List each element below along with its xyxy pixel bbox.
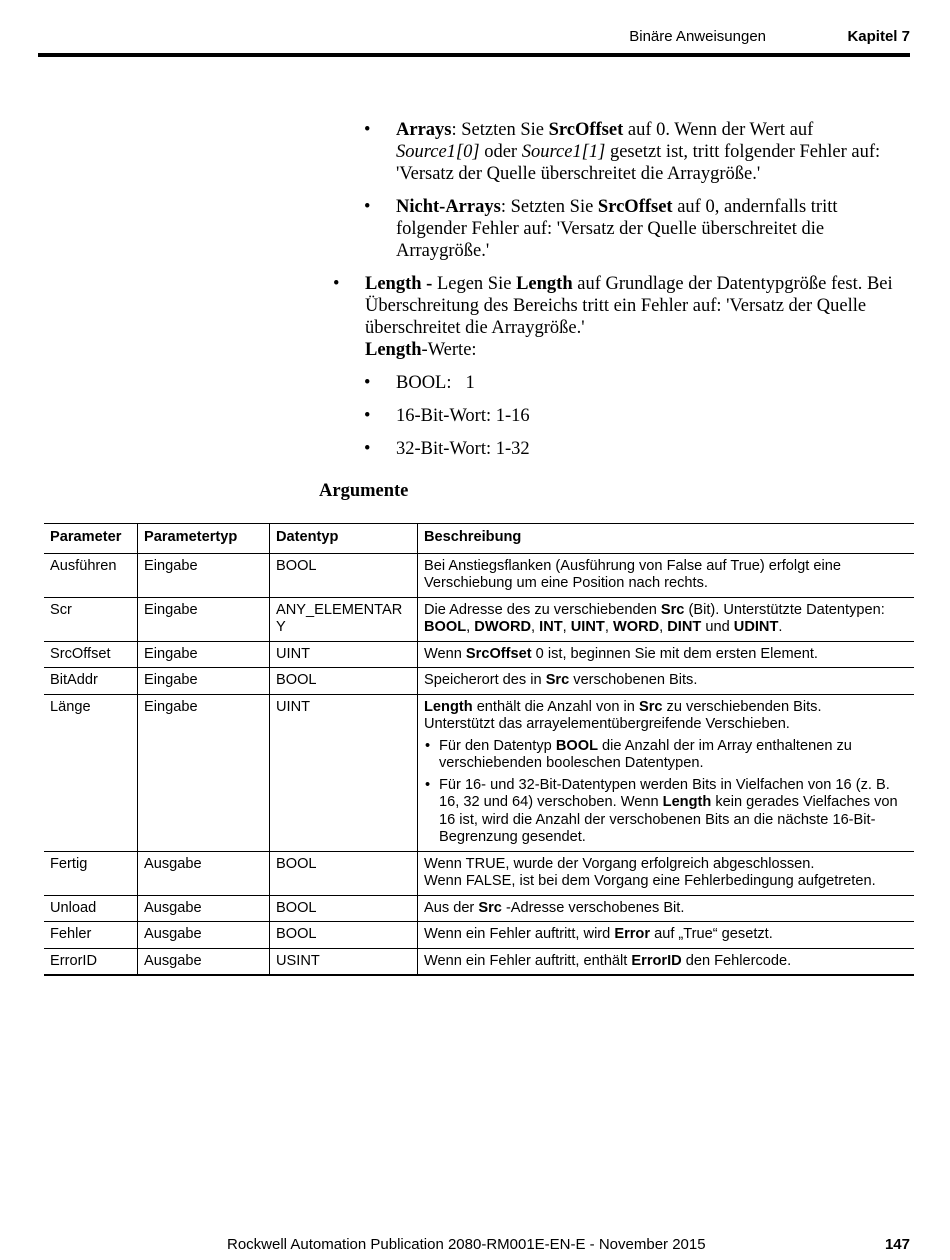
cell-beschreibung: Wenn TRUE, wurde der Vorgang erfolgreich abgeschlossen. Wenn FALSE, ist bei dem Vorgang eine Fehlerbedingung aufgetreten. (418, 851, 915, 895)
header-chapter: Kapitel 7 (847, 28, 910, 45)
table-row (44, 553, 914, 597)
cell-datentyp: BOOL (270, 668, 418, 695)
cell-parameter: Unload (44, 895, 138, 922)
bullet-label: Arrays (396, 120, 452, 140)
cell-parametertyp: Eingabe (138, 553, 270, 597)
cell-parameter: BitAddr (44, 668, 138, 695)
cell-datentyp: BOOL (270, 851, 418, 895)
table-row (44, 668, 914, 695)
table-row (44, 597, 914, 641)
cell-parameter: Länge (44, 694, 138, 851)
column-header: Parametertyp (138, 524, 270, 554)
bullet-dot: • (333, 274, 340, 294)
bullet-dot: • (364, 439, 371, 459)
cell-parameter: Fertig (44, 851, 138, 895)
cell-parametertyp: Eingabe (138, 668, 270, 695)
cell-parameter: Scr (44, 597, 138, 641)
header-section-title: Binäre Anweisungen (629, 28, 766, 45)
table-row (44, 948, 914, 975)
column-header: Beschreibung (418, 524, 915, 554)
cell-parameter: ErrorID (44, 948, 138, 975)
cell-beschreibung: Wenn ein Fehler auftritt, wird Error auf „True“ gesetzt. (418, 922, 915, 949)
bullet-dot: • (364, 120, 371, 140)
cell-parameter: SrcOffset (44, 641, 138, 668)
cell-parameter: Fehler (44, 922, 138, 949)
cell-beschreibung: Aus der Src -Adresse verschobenes Bit. (418, 895, 915, 922)
cell-parametertyp: Ausgabe (138, 851, 270, 895)
cell-parametertyp: Eingabe (138, 641, 270, 668)
table-header-row (44, 524, 914, 554)
cell-datentyp: UINT (270, 694, 418, 851)
header-rule (38, 53, 910, 57)
cell-datentyp: ANY_ELEMENTAR Y (270, 597, 418, 641)
table-row (44, 851, 914, 895)
cell-parametertyp: Eingabe (138, 597, 270, 641)
cell-parametertyp: Ausgabe (138, 948, 270, 975)
table-row (44, 694, 914, 851)
cell-beschreibung: Wenn ein Fehler auftritt, enthält ErrorID den Fehlercode. (418, 948, 915, 975)
table-row (44, 641, 914, 668)
cell-datentyp: UINT (270, 641, 418, 668)
column-header: Datentyp (270, 524, 418, 554)
list-item: • Für 16- und 32-Bit-Datentypen werden Bits in Vielfachen von 16 (z. B. 16, 32 und 64) verschoben. Wenn Length kein gerades Vielfaches von 16 ist, wird die Anzahl der verschobenen Bits an die nächste 16-Bit-Begrenzung gesendet. (424, 777, 908, 847)
cell-beschreibung: Bei Anstiegsflanken (Ausführung von False auf True) erfolgt eine Verschiebung um eine Position nach rechts. (418, 553, 915, 597)
cell-beschreibung: Die Adresse des zu verschiebenden Src (Bit). Unterstützte Datentypen: BOOL, DWORD, INT, UINT, WORD, DINT und UDINT. (418, 597, 915, 641)
bullet-dot: • (364, 406, 371, 426)
cell-parameter: Ausführen (44, 553, 138, 597)
parameter-table (44, 523, 914, 976)
cell-datentyp: USINT (270, 948, 418, 975)
table-row (44, 922, 914, 949)
cell-beschreibung: Wenn SrcOffset 0 ist, beginnen Sie mit dem ersten Element. (418, 641, 915, 668)
arguments-heading: Argumente (319, 481, 409, 501)
cell-datentyp: BOOL (270, 553, 418, 597)
cell-parametertyp: Ausgabe (138, 895, 270, 922)
bullet-dot: • (364, 197, 371, 217)
table-row (44, 895, 914, 922)
cell-datentyp: BOOL (270, 922, 418, 949)
column-header: Parameter (44, 524, 138, 554)
bullet-label: Length - (365, 274, 433, 294)
running-header (38, 28, 910, 48)
cell-parametertyp: Eingabe (138, 694, 270, 851)
cell-parametertyp: Ausgabe (138, 922, 270, 949)
cell-beschreibung: Length enthält die Anzahl von in Src zu verschiebenden Bits. Unterstützt das arrayelementübergreifende Verschieben. • Für den Datentyp BOOL die Anzahl der im Array enthaltenen zu verschiebenden booleschen Datentypen. • Für 16- und 32-Bit-Datentypen werden Bits in Vielfachen von 16 (z. B. 16, 32 und 64) verschoben. Wenn Length kein gerades Vielfaches von 16 ist, wird die Anzahl der verschobenen Bits an die nächste 16-Bit-Begrenzung gesendet. (418, 694, 915, 851)
bullet-dot: • (364, 373, 371, 393)
publication-info: Rockwell Automation Publication 2080-RM001E-EN-E - November 2015 (227, 1236, 706, 1253)
cell-datentyp: BOOL (270, 895, 418, 922)
cell-beschreibung: Speicherort des in Src verschobenen Bits. (418, 668, 915, 695)
list-item: • Für den Datentyp BOOL die Anzahl der im Array enthaltenen zu verschiebenden booleschen Datentypen. (424, 738, 908, 773)
page-number: 147 (884, 1236, 910, 1253)
bullet-label: Nicht-Arrays (396, 197, 501, 217)
